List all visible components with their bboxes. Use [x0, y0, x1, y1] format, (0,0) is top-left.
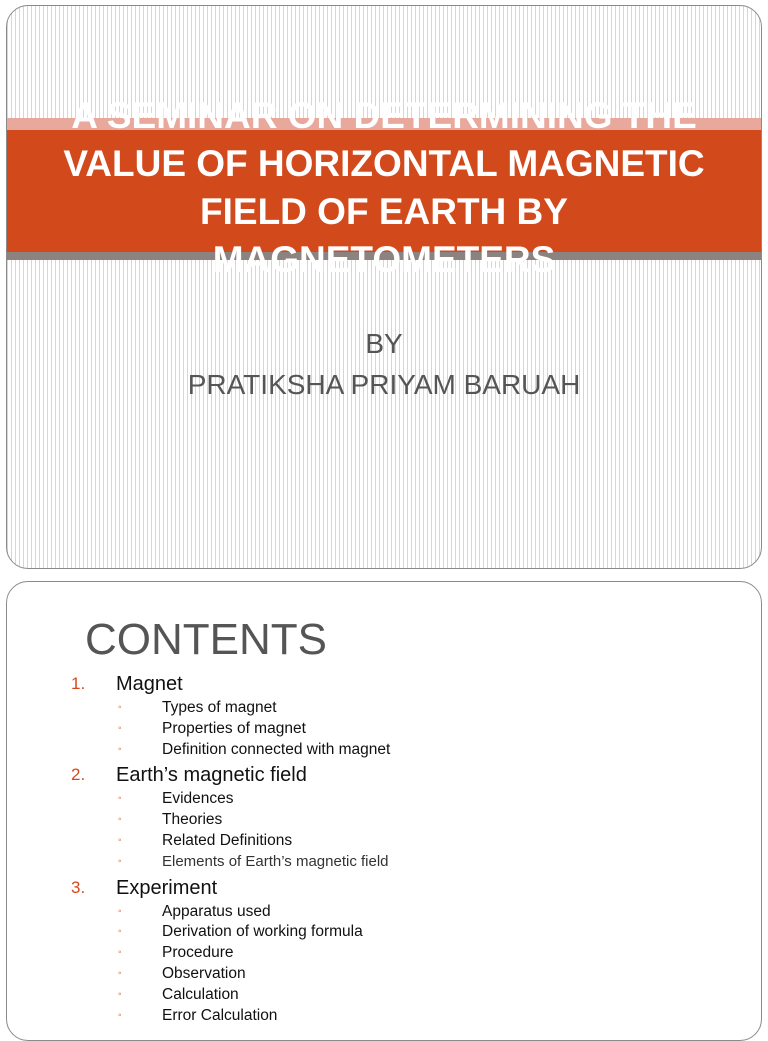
- section-label: Magnet: [116, 673, 183, 695]
- list-item: [7, 1007, 761, 1028]
- bullet-dot-icon: ◦: [118, 722, 122, 734]
- list-item: [7, 811, 761, 832]
- bullet-dot-icon: ◦: [118, 834, 122, 846]
- list-item-text: Elements of Earth’s magnetic field: [162, 852, 389, 870]
- list-item: [7, 832, 761, 853]
- bullet-dot-icon: ◦: [118, 855, 122, 867]
- list-item-text: Theories: [162, 811, 223, 829]
- bullet-dot-icon: ◦: [118, 743, 122, 755]
- section-number: 2.: [71, 765, 86, 785]
- contents-list: [7, 672, 761, 1027]
- list-item: [7, 720, 761, 741]
- list-item-text: Procedure: [162, 944, 234, 962]
- list-item-text: Derivation of working formula: [162, 923, 363, 941]
- bullet-dot-icon: ◦: [118, 702, 122, 713]
- bullet-dot-icon: ◦: [118, 926, 122, 938]
- contents-slide: [6, 581, 762, 1041]
- list-item-text: Error Calculation: [162, 1006, 278, 1024]
- list-item: [7, 986, 761, 1007]
- list-item: [7, 699, 761, 720]
- by-label: BY: [365, 328, 403, 359]
- list-item-text: Evidences: [162, 790, 234, 808]
- list-item-text: Related Definitions: [162, 831, 293, 849]
- list-item: [7, 853, 761, 874]
- section-earths-magnetic-field: [7, 763, 761, 790]
- list-item: [7, 790, 761, 811]
- bullet-dot-icon: ◦: [118, 793, 122, 805]
- section-experiment: [7, 876, 761, 903]
- bullet-dot-icon: ◦: [118, 1009, 122, 1021]
- list-item-text: Properties of magnet: [162, 719, 306, 737]
- bullet-dot-icon: ◦: [118, 988, 122, 1000]
- section-number: 1.: [71, 674, 86, 693]
- bullet-dot-icon: ◦: [118, 905, 122, 917]
- list-item: [7, 944, 761, 965]
- section-number: 3.: [71, 877, 86, 897]
- list-item: [7, 903, 761, 924]
- section-magnet: [7, 672, 761, 699]
- title-slide: [6, 5, 762, 569]
- bullet-dot-icon: ◦: [118, 967, 122, 979]
- list-item-text: Definition connected with magnet: [162, 740, 391, 758]
- author-name: PRATIKSHA PRIYAM BARUAH: [187, 369, 581, 400]
- section-label: Experiment: [116, 876, 218, 899]
- list-item-text: Types of magnet: [162, 699, 277, 716]
- list-item-text: Observation: [162, 964, 246, 982]
- list-item: [7, 923, 761, 944]
- list-item-text: Calculation: [162, 985, 239, 1003]
- slide-title: A SEMINAR ON DETERMINING THE VALUE OF HORIZONTAL MAGNETIC FIELD OF EARTH BY MAGNETOMETERS: [63, 95, 705, 280]
- contents-heading: CONTENTS: [85, 615, 327, 664]
- bullet-dot-icon: ◦: [118, 947, 122, 959]
- list-item: [7, 741, 761, 762]
- list-item: [7, 965, 761, 986]
- list-item-text: Apparatus used: [162, 902, 271, 920]
- bullet-dot-icon: ◦: [118, 814, 122, 826]
- section-label: Earth’s magnetic field: [116, 764, 307, 787]
